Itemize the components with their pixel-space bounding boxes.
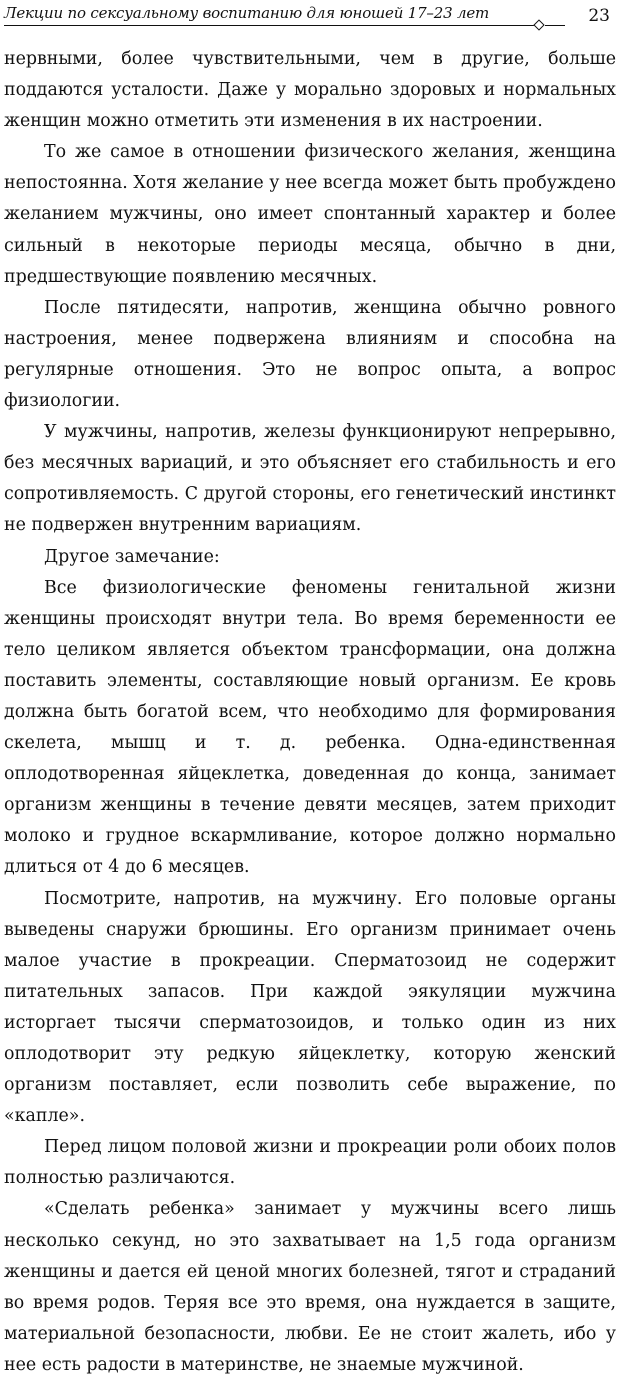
paragraph: Все физиологические феномены генитальной жизни женщины происходят внутри тела. Во время беременности ее тело целиком является объектом трансформации, она должна поставить элементы, составляющие новый организм. Ее кровь должна быть богатой всем, что необходимо для формирования скелета, мышц и т. д. ребенка. Одна-единственная оплодотворенная яйцеклетка, доведенная до конца, занимает организм женщины в течение девяти месяцев, затем приходит молоко и грудное вскармливание, которое должно нормально длиться от 4 до 6 месяцев. <box>4 577 616 878</box>
paragraph: нервными, более чувствительными, чем в другие, больше поддаются усталости. Даже у морально здоровых и нормальных женщин можно отметить эти изменения в их настроении. <box>4 49 616 132</box>
body-text <box>4 44 616 1381</box>
running-header-title: Лекции по сексуальному воспитанию для юношей 17–23 лет <box>4 4 490 22</box>
paragraph: Посмотрите, напротив, на мужчину. Его половые органы выведены снаружи брюшины. Его организм принимает очень малое участие в прокреации. Сперматозоид не содержит питательных запасов. При каждой эякуляции мужчина исторгает тысячи сперматозоидов, и только один из них оплодотворит эту редкую яйцеклетку, которую женский организм поставляет, если позволить себе выражение, по «капле». <box>4 888 616 1127</box>
header-diamond-ornament <box>533 19 544 30</box>
paragraph: То же самое в отношении физического желания, женщина непостоянна. Хотя желание у нее всегда может быть пробуждено желанием мужчины, оно имеет спонтанный характер и более сильный в некоторые периоды месяца, обычно в дни, предшествующие появлению месячных. <box>4 142 616 287</box>
page-number: 23 <box>588 6 610 26</box>
running-header <box>4 2 616 38</box>
paragraph: Перед лицом половой жизни и прокреации роли обоих полов полностью различаются. <box>4 1137 616 1189</box>
header-rule <box>4 25 534 26</box>
paragraph: У мужчины, напротив, железы функционируют непрерывно, без месячных вариаций, и это объясняет его стабильность и его сопротивляемость. С другой стороны, его генетический инстинкт не подвержен внутренним вариациям. <box>4 422 616 536</box>
header-rule-tail <box>545 25 565 26</box>
paragraph: После пятидесяти, напротив, женщина обычно ровного настроения, менее подвержена влияниям и способна на регулярные отношения. Это не вопрос опыта, а вопрос физиологии. <box>4 297 616 412</box>
paragraph: Другое замечание: <box>44 546 220 567</box>
paragraph: «Сделать ребенка» занимает у мужчины всего лишь несколько секунд, но это захватывает на 1,5 года организм женщины и дается ей ценой многих болезней, тягот и страданий во время родов. Теряя все это время, она нуждается в защите, материальной безопасности, любви. Ее не стоит жалеть, ибо у нее есть радости в материнстве, не знаемые мужчиной. <box>4 1199 616 1375</box>
